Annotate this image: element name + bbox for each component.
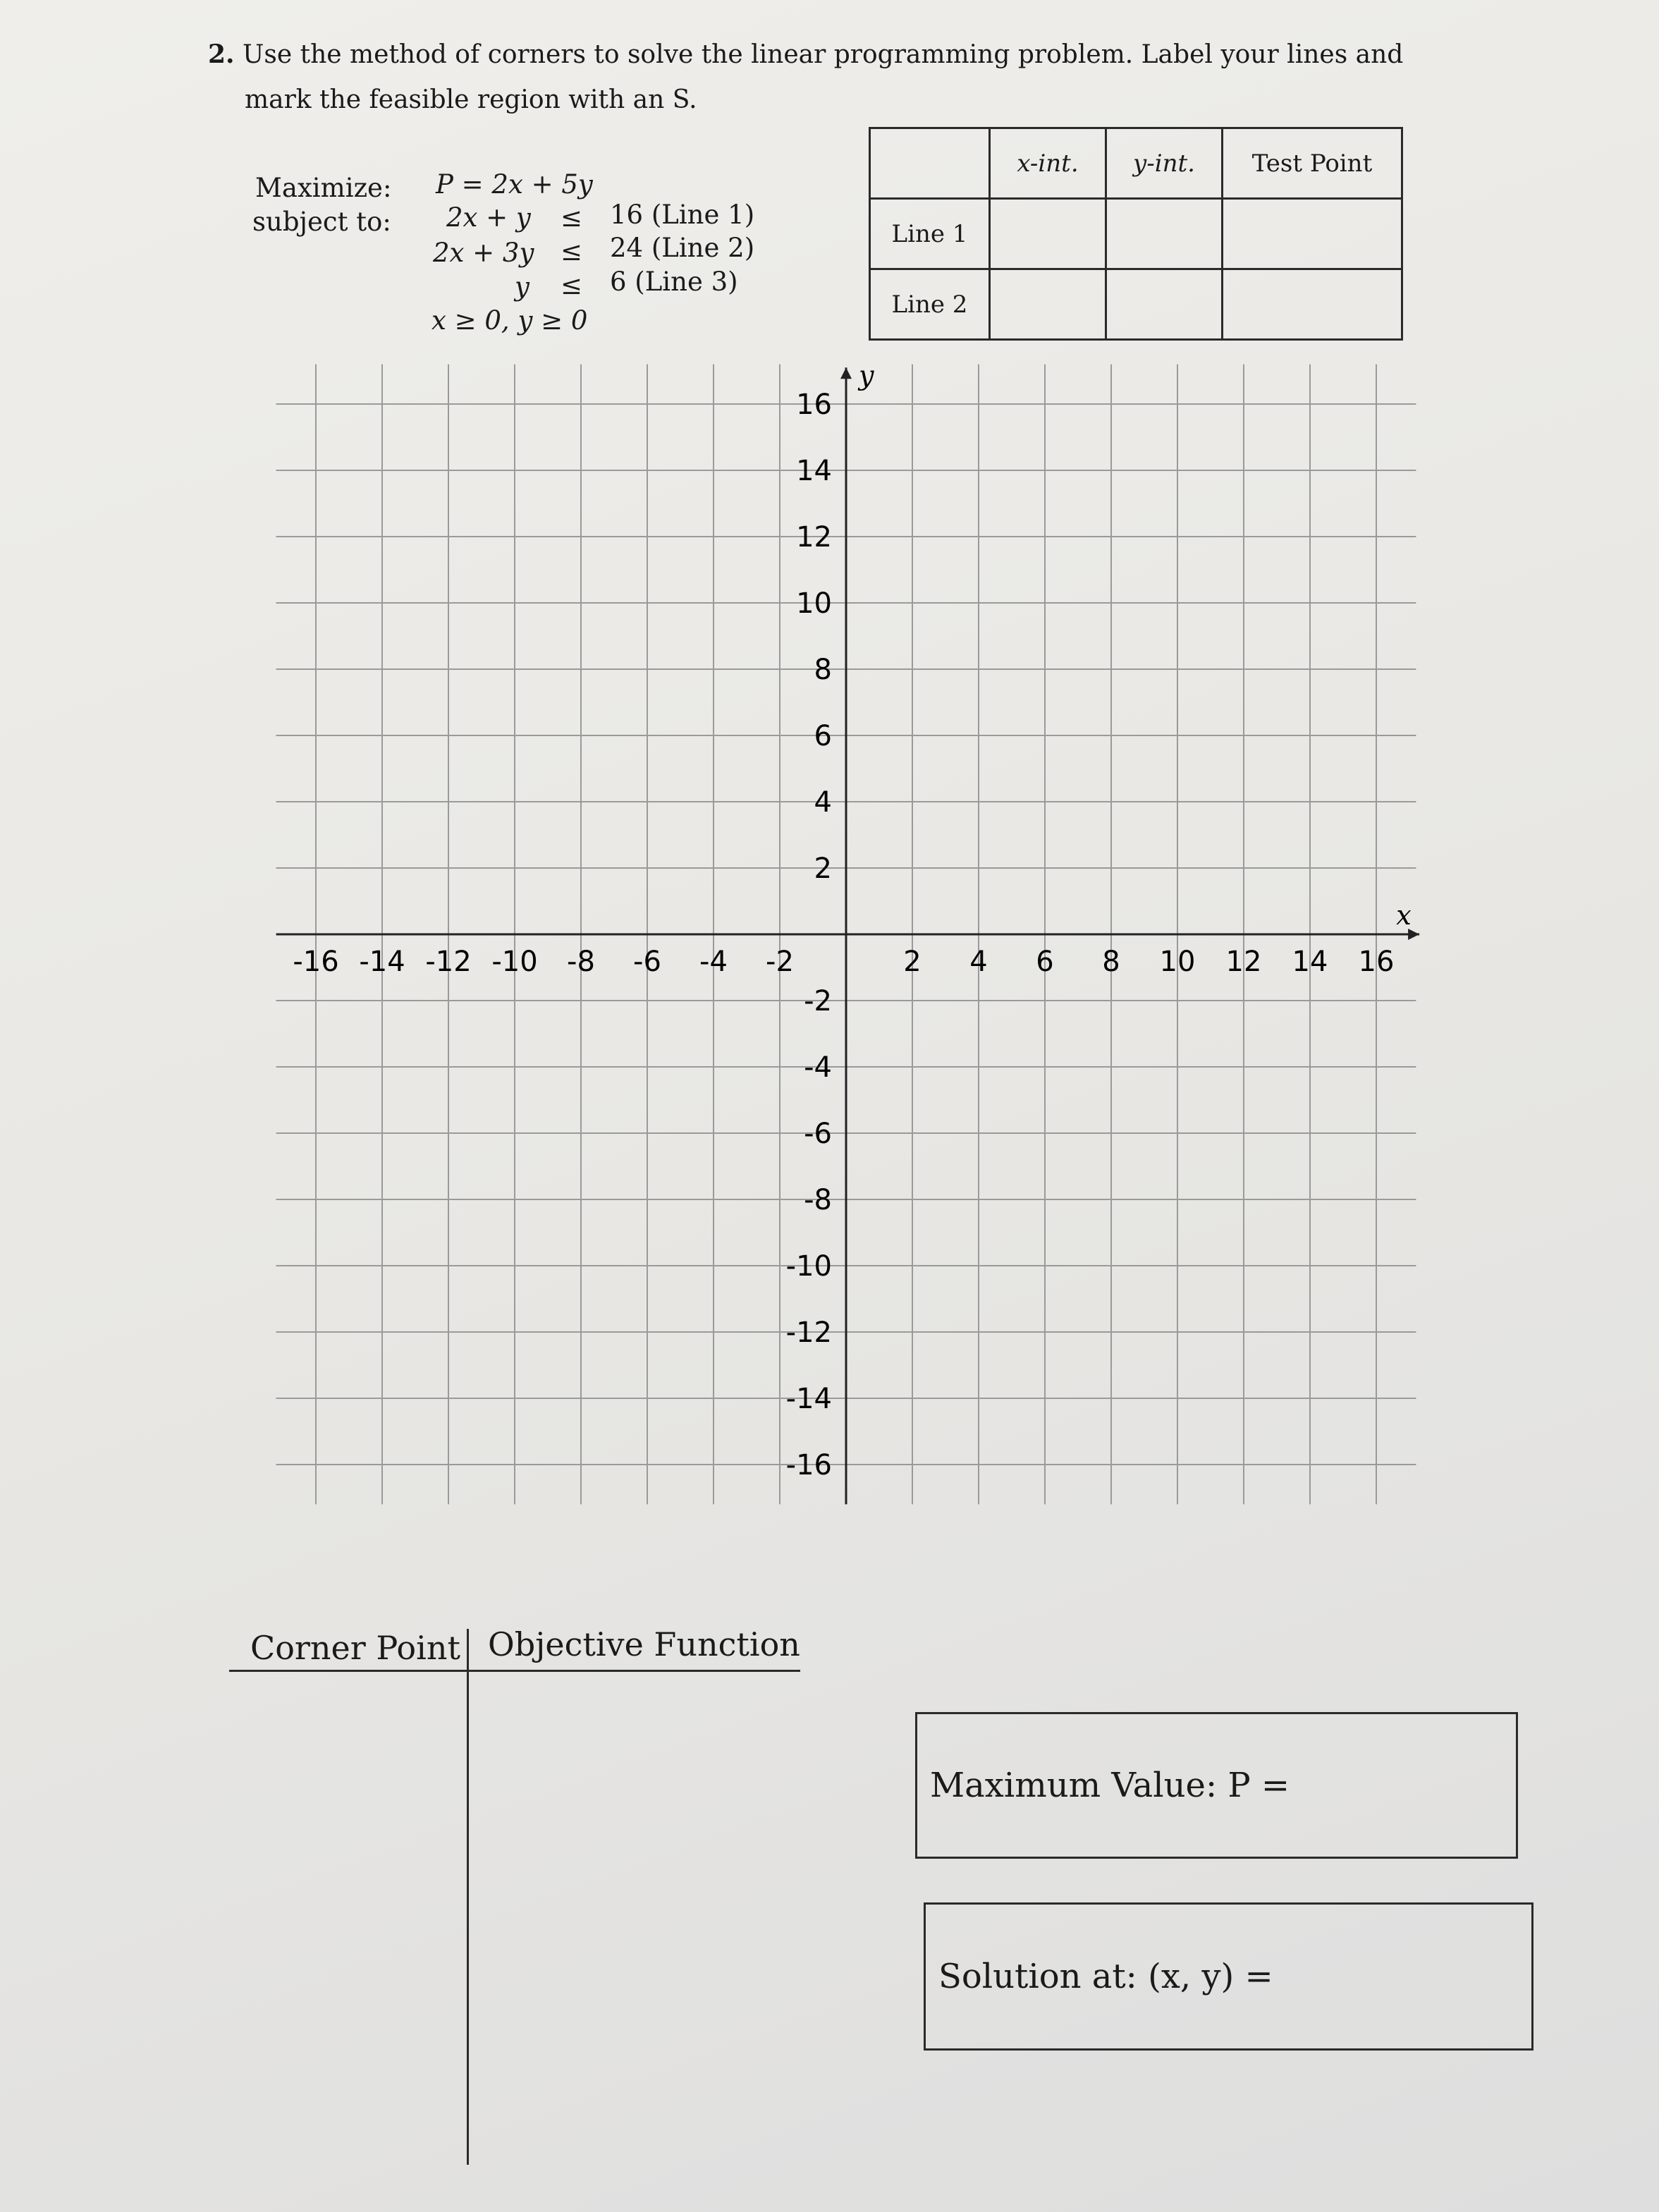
- y-tick-label: -12: [785, 1316, 832, 1349]
- constraint-3-lhs: y: [515, 271, 529, 302]
- x-axis-label: x: [1396, 900, 1412, 931]
- max-value-label: Maximum Value: P =: [930, 1766, 1290, 1805]
- y-tick-label: -4: [804, 1051, 832, 1084]
- y-tick-label: 16: [796, 389, 832, 421]
- objective-function-column[interactable]: [471, 1675, 795, 2161]
- constraint-2-rhs: 24 (Line 2): [610, 233, 755, 263]
- y-axis-arrow: [840, 367, 852, 379]
- header-test-point: Test Point: [1223, 128, 1402, 199]
- problem-number: 2.: [208, 39, 235, 69]
- x-tick-label: 2: [903, 946, 922, 978]
- constraint-1-op: ≤: [561, 202, 583, 233]
- x-tick-label: -10: [491, 946, 538, 978]
- x-tick-label: 4: [969, 946, 988, 978]
- constraint-2-op: ≤: [561, 236, 583, 267]
- corner-point-column[interactable]: [233, 1675, 462, 2161]
- constraint-1-rhs: 16 (Line 1): [610, 200, 755, 230]
- row-label-line-2: Line 2: [870, 269, 990, 340]
- problem-text-line1: Use the method of corners to solve the linear programming problem. Label your lines and: [243, 40, 1404, 69]
- x-tick-label: -6: [633, 946, 661, 978]
- nonnegativity: x ≥ 0, y ≥ 0: [431, 305, 588, 336]
- x-tick-label: 6: [1036, 946, 1054, 978]
- x-tick-label: -14: [359, 946, 405, 978]
- axes: [276, 367, 1420, 1504]
- y-tick-label: 8: [814, 654, 832, 686]
- x-tick-label: -12: [425, 946, 472, 978]
- maximize-label: Maximize:: [255, 173, 392, 203]
- row-label-line-1: Line 1: [870, 199, 990, 269]
- problem-text-line2: mark the feasible region with an S.: [245, 85, 697, 114]
- x-tick-label: 8: [1102, 946, 1120, 978]
- corner-table-header-rule: [229, 1670, 800, 1672]
- y-tick-label: 6: [814, 720, 832, 752]
- solution-label: Solution at: (x, y) =: [938, 1957, 1273, 1996]
- x-tick-label: -4: [699, 946, 728, 978]
- subject-to-label: subject to:: [252, 207, 391, 237]
- y-tick-label: -2: [804, 985, 832, 1018]
- y-tick-label: 2: [814, 853, 832, 885]
- corner-table-divider: [467, 1629, 469, 2165]
- solution-box[interactable]: [924, 1902, 1533, 2051]
- x-tick-label: 14: [1292, 946, 1328, 978]
- y-tick-label: 10: [796, 587, 832, 620]
- objective-function-header: Objective Function: [488, 1625, 800, 1663]
- y-tick-label: 14: [796, 455, 832, 487]
- x-tick-label: 10: [1159, 946, 1196, 978]
- y-tick-label: 4: [814, 786, 832, 819]
- y-axis-label: y: [859, 360, 874, 391]
- y-tick-label: -16: [785, 1449, 832, 1481]
- max-value-box[interactable]: [915, 1712, 1518, 1859]
- corner-point-header: Corner Point: [250, 1629, 460, 1667]
- y-tick-label: 12: [796, 521, 832, 554]
- constraint-3-op: ≤: [561, 270, 583, 300]
- header-y-int: y-int.: [1106, 128, 1223, 199]
- y-tick-label: -10: [785, 1250, 832, 1283]
- constraint-3-rhs: 6 (Line 3): [610, 267, 738, 297]
- header-x-int: x-int.: [990, 128, 1106, 199]
- x-tick-label: 16: [1358, 946, 1395, 978]
- x-tick-label: -16: [293, 946, 339, 978]
- x-tick-label: 12: [1225, 946, 1262, 978]
- x-tick-label: -8: [567, 946, 595, 978]
- y-tick-label: -6: [804, 1118, 832, 1150]
- y-tick-label: -14: [785, 1383, 832, 1415]
- x-tick-label: -2: [766, 946, 794, 978]
- y-tick-label: -8: [804, 1184, 832, 1216]
- objective-function: P = 2x + 5y: [436, 169, 593, 200]
- constraint-2-lhs: 2x + 3y: [433, 238, 534, 268]
- constraint-1-lhs: 2x + y: [446, 202, 531, 233]
